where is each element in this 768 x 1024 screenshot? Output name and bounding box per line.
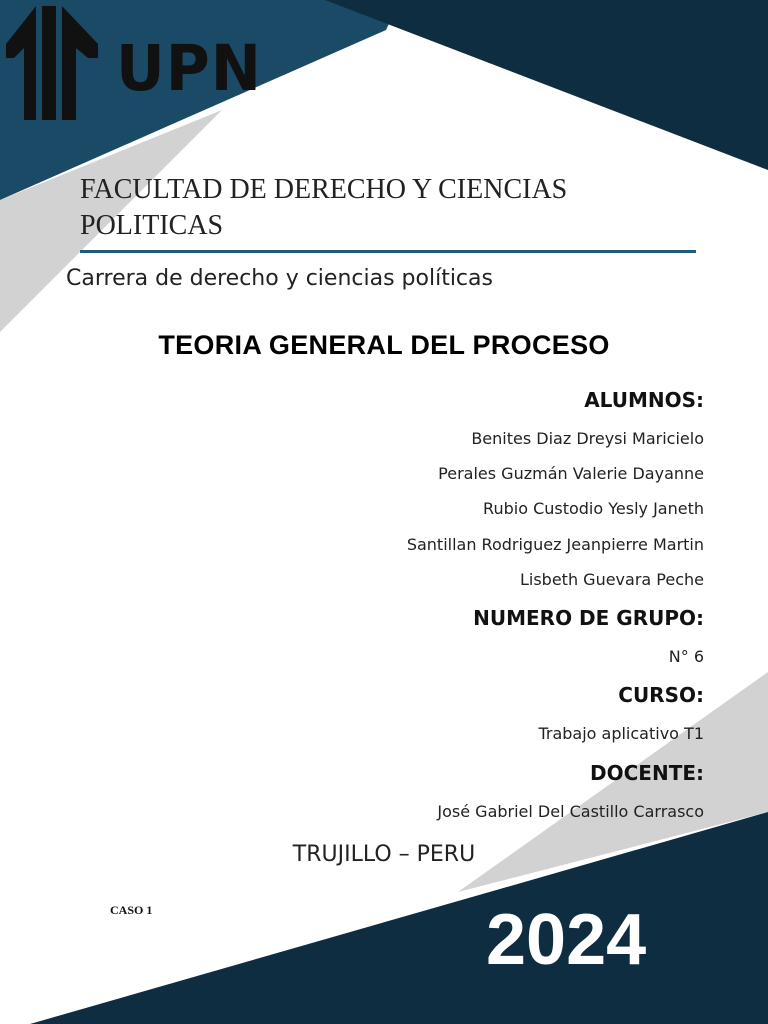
faculty-title — [80, 172, 680, 244]
year-text: 2024 — [486, 900, 647, 980]
course-label: CURSO: — [618, 683, 704, 707]
course-name: Trabajo aplicativo T1 — [538, 724, 704, 743]
logo-text: UPN — [116, 32, 262, 106]
top-right-navy-shape — [325, 0, 768, 170]
divider-line — [80, 250, 696, 253]
teacher-name: José Gabriel Del Castillo Carrasco — [437, 802, 704, 821]
faculty-title-line1: FACULTAD DE DERECHO Y CIENCIAS — [80, 174, 568, 205]
group-label: NUMERO DE GRUPO: — [473, 606, 704, 630]
student-name: Rubio Custodio Yesly Janeth — [483, 499, 704, 518]
group-number: N° 6 — [668, 647, 704, 666]
students-label: ALUMNOS: — [584, 388, 704, 412]
student-name: Santillan Rodriguez Jeanpierre Martin — [406, 535, 704, 554]
student-name: Lisbeth Guevara Peche — [519, 570, 704, 589]
student-name: Benites Diaz Dreysi Maricielo — [471, 429, 704, 448]
location-text: TRUJILLO – PERU — [292, 842, 476, 867]
document-title: TEORIA GENERAL DEL PROCESO — [158, 330, 610, 360]
faculty-title-line2: POLITICAS — [80, 210, 224, 241]
student-name: Perales Guzmán Valerie Dayanne — [438, 464, 704, 483]
career-subtitle: Carrera de derecho y ciencias políticas — [66, 266, 493, 291]
case-label: CASO 1 — [110, 903, 153, 917]
teacher-label: DOCENTE: — [590, 761, 704, 785]
